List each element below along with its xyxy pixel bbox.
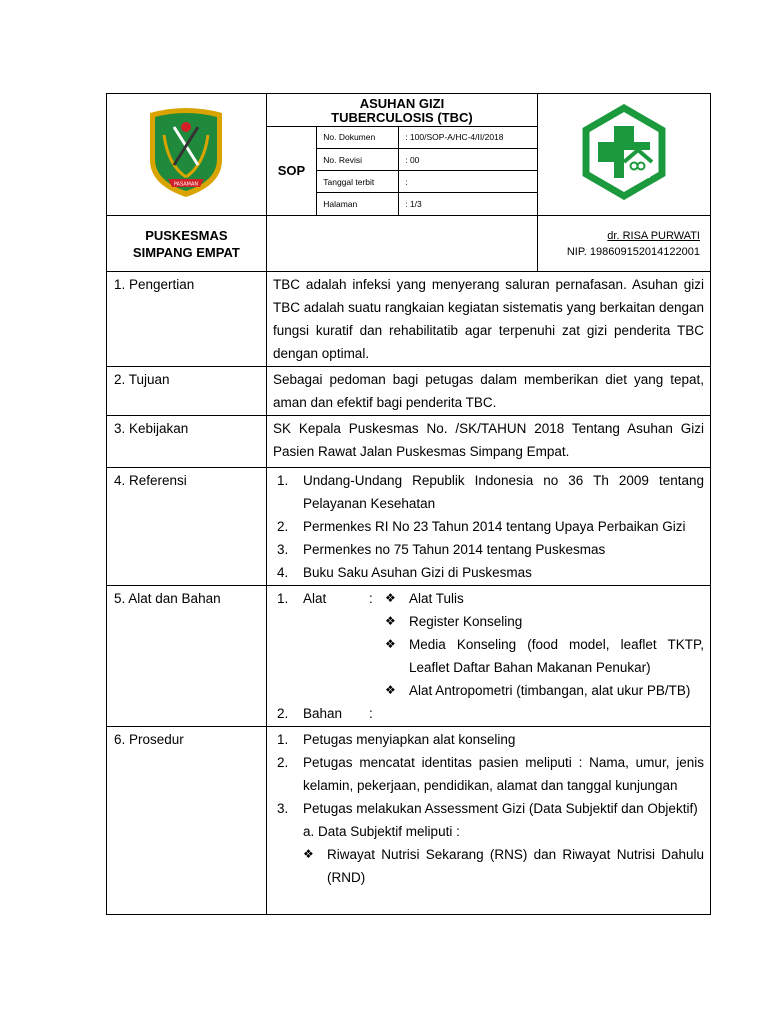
list-item: 4. Buku Saku Asuhan Gizi di Puskesmas <box>277 565 532 580</box>
meta-value: : 100/SOP-A/HC-4/II/2018 <box>399 127 537 149</box>
list-item: 1. Petugas menyiapkan alat konseling <box>277 732 516 747</box>
section-prosedur <box>107 727 711 915</box>
list-item: 3. Permenkes no 75 Tahun 2014 tentang Puskesmas <box>277 542 606 557</box>
meta-value: : 00 <box>399 149 537 171</box>
signature-block <box>538 216 711 272</box>
sop-body-table <box>106 271 711 915</box>
section-text: SK Kepala Puskesmas No. /SK/TAHUN 2018 Tentang Asuhan Gizi Pasien Rawat Jalan Puskesmas Simpang Empat. <box>267 416 711 468</box>
signer-nip: NIP. 198609152014122001 <box>566 245 700 258</box>
empty-cell <box>266 216 537 272</box>
svg-text:PASAMAN: PASAMAN <box>174 181 199 188</box>
section-pengertian <box>107 272 711 367</box>
puskesmas-logo-cell <box>538 94 711 216</box>
regency-emblem-icon <box>144 105 228 199</box>
section-list: 1. Alat : ❖ Alat Tulis ❖ Register Konseling ❖ Media Konseling (food model, leaflet TKTP, Leaflet Daftar Bahan Makanan Penukar) ❖ Alat Antropometri (timbangan, alat ukur PB/TB) 2. Bahan : <box>267 586 711 727</box>
regency-emblem-cell <box>107 94 267 216</box>
section-alat-bahan <box>107 586 711 727</box>
bullet-diamond-icon: ❖ <box>385 637 396 651</box>
bullet-diamond-icon: ❖ <box>385 614 396 628</box>
meta-value: : <box>399 171 537 193</box>
list-item: 3. Petugas melakukan Assessment Gizi (Data Subjektif dan Objektif) <box>277 801 698 816</box>
list-item: ❖ Register Konseling <box>385 610 704 633</box>
meta-key: Halaman <box>317 193 399 215</box>
title-cell <box>266 94 537 216</box>
list-item: 1. Undang-Undang Republik Indonesia no 36 Th 2009 tentang Pelayanan Kesehatan <box>277 473 704 511</box>
section-label: 3. Kebijakan <box>107 416 267 468</box>
sub-heading: a. Data Subjektif meliputi : <box>303 824 460 839</box>
organization-name: PUSKESMAS SIMPANG EMPAT <box>107 216 267 272</box>
section-kebijakan <box>107 416 711 468</box>
bullet-diamond-icon: ❖ <box>303 847 314 861</box>
sop-meta-table <box>267 127 537 215</box>
meta-key: Tanggal terbit <box>317 171 399 193</box>
list-item: ❖ Media Konseling (food model, leaflet TKTP, Leaflet Daftar Bahan Makanan Penukar) <box>385 633 704 679</box>
section-label: 5. Alat dan Bahan <box>107 586 267 727</box>
section-text: TBC adalah infeksi yang menyerang saluran pernafasan. Asuhan gizi TBC adalah suatu rangkaian kegiatan sistematis yang berkaitan dengan fungsi kuratif dan rehabilitatib agar terpenuhi zat gizi penderita TBC dengan optimal. <box>267 272 711 367</box>
puskesmas-logo-icon <box>576 104 672 200</box>
list-item: 2. Petugas mencatat identitas pasien meliputi : Nama, umur, jenis kelamin, pekerjaan, pendidikan, alamat dan tanggal kunjungan <box>277 755 704 793</box>
document-title: ASUHAN GIZI TUBERCULOSIS (TBC) <box>267 95 537 127</box>
section-referensi <box>107 468 711 586</box>
signer-name: dr. RISA PURWATI <box>607 229 700 242</box>
section-label: 2. Tujuan <box>107 367 267 416</box>
section-label: 4. Referensi <box>107 468 267 586</box>
list-item: ❖ Alat Antropometri (timbangan, alat ukur PB/TB) <box>385 679 704 702</box>
list-item: ❖ Riwayat Nutrisi Sekarang (RNS) dan Riwayat Nutrisi Dahulu (RND) <box>273 843 704 889</box>
list-item: ❖ Alat Tulis <box>385 587 704 610</box>
section-list <box>267 727 711 915</box>
meta-key: No. Dokumen <box>317 127 399 149</box>
section-label: 1. Pengertian <box>107 272 267 367</box>
section-label: 6. Prosedur <box>107 727 267 915</box>
bullet-diamond-icon: ❖ <box>385 591 396 605</box>
list-item: 2. Permenkes RI No 23 Tahun 2014 tentang Upaya Perbaikan Gizi <box>277 519 686 534</box>
document-header <box>106 93 711 272</box>
section-tujuan <box>107 367 711 416</box>
section-text: Sebagai pedoman bagi petugas dalam memberikan diet yang tepat, aman dan efektif bagi penderita TBC. <box>267 367 711 416</box>
meta-key: No. Revisi <box>317 149 399 171</box>
bahan-row: 2. Bahan : <box>277 706 373 721</box>
sop-label: SOP <box>267 127 317 215</box>
section-list <box>267 468 711 586</box>
bullet-diamond-icon: ❖ <box>385 683 396 697</box>
meta-value: : 1/3 <box>405 198 422 209</box>
